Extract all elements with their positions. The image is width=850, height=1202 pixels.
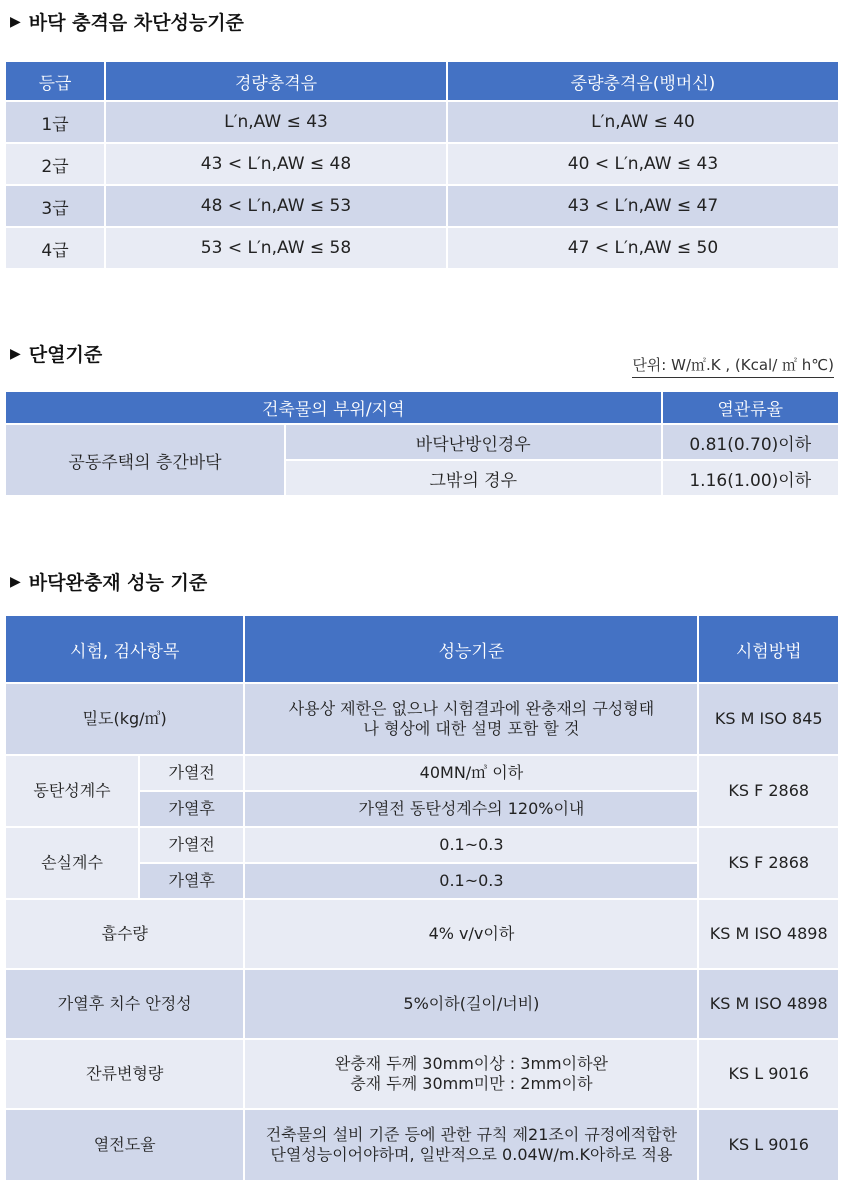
sub-item-cell: 가열전: [140, 756, 243, 790]
table-row: [6, 1040, 838, 1108]
header-cell: 시험방법: [699, 616, 838, 682]
light-impact-cell: 48 < L′n,AW ≤ 53: [106, 186, 446, 226]
section-title-text: 바닥완충재 성능 기준: [28, 572, 208, 594]
method-cell: KS F 2868: [699, 756, 838, 826]
item-cell: 가열후 치수 안정성: [6, 970, 243, 1038]
heavy-impact-cell: L′n,AW ≤ 40: [448, 102, 838, 142]
method-cell: KS L 9016: [699, 1110, 838, 1180]
method-cell: KS M ISO 4898: [699, 970, 838, 1038]
unit-label: 단위: W/㎡.K , (Kcal/ ㎡ h℃): [632, 354, 834, 378]
case-cell: 그밖의 경우: [286, 461, 661, 495]
criteria-cell: 40MN/㎥ 이하: [245, 756, 697, 790]
header-cell: 경량충격음: [106, 62, 446, 100]
criteria-line: 건축물의 설비 기준 등에 관한 규칙 제21조이 규정에적합한: [265, 1125, 678, 1144]
table-row: [6, 828, 838, 862]
value-cell: 1.16(1.00)이하: [663, 461, 838, 495]
item-cell: 밀도(kg/㎥): [6, 684, 243, 754]
table-row: [6, 228, 838, 268]
sub-item-cell: 가열전: [140, 828, 243, 862]
item-cell: 손실계수: [6, 828, 138, 898]
light-impact-cell: 53 < L′n,AW ≤ 58: [106, 228, 446, 268]
criteria-line: 단열성능이어야하며, 일반적으로 0.04W/m.K아하로 적용: [270, 1145, 673, 1164]
method-cell: KS L 9016: [699, 1040, 838, 1108]
item-cell: 잔류변형량: [6, 1040, 243, 1108]
section-title-text: 단열기준: [28, 344, 103, 366]
criteria-cell: [245, 1110, 697, 1180]
light-impact-cell: L′n,AW ≤ 43: [106, 102, 446, 142]
sub-item-cell: 가열후: [140, 864, 243, 898]
table-header-row: [6, 392, 838, 423]
header-cell: 등급: [6, 62, 104, 100]
method-cell: KS M ISO 845: [699, 684, 838, 754]
cushion-table: [4, 614, 840, 1182]
heavy-impact-cell: 43 < L′n,AW ≤ 47: [448, 186, 838, 226]
criteria-cell: [245, 684, 697, 754]
header-cell: 건축물의 부위/지역: [6, 392, 661, 423]
grade-cell: 1급: [6, 102, 104, 142]
criteria-cell: 0.1~0.3: [245, 864, 697, 898]
group-cell: 공동주택의 층간바닥: [6, 425, 284, 495]
header-cell: 성능기준: [245, 616, 697, 682]
table-row: [6, 102, 838, 142]
section-title-impact: [10, 8, 244, 35]
criteria-cell: 5%이하(길이/너비): [245, 970, 697, 1038]
table-header-row: [6, 616, 838, 682]
triangle-bullet-icon: ▶: [10, 573, 21, 590]
criteria-line: 충재 두께 30mm미만 : 2mm이하: [350, 1074, 593, 1093]
insulation-table: [4, 390, 840, 497]
header-cell: 시험, 검사항목: [6, 616, 243, 682]
criteria-cell: [245, 1040, 697, 1108]
criteria-cell: 0.1~0.3: [245, 828, 697, 862]
table-header-row: [6, 62, 838, 100]
section-title-cushion: [10, 568, 207, 595]
grade-cell: 2급: [6, 144, 104, 184]
grade-cell: 3급: [6, 186, 104, 226]
light-impact-cell: 43 < L′n,AW ≤ 48: [106, 144, 446, 184]
table-row: [6, 900, 838, 968]
criteria-cell: 가열전 동탄성계수의 120%이내: [245, 792, 697, 826]
table-row: [6, 756, 838, 790]
method-cell: KS M ISO 4898: [699, 900, 838, 968]
table-row: [6, 684, 838, 754]
item-cell: 흡수량: [6, 900, 243, 968]
value-cell: 0.81(0.70)이하: [663, 425, 838, 459]
header-cell: 열관류율: [663, 392, 838, 423]
section-title-insulation: [10, 340, 102, 367]
table-row: [6, 144, 838, 184]
table-row: [6, 186, 838, 226]
table-row: [6, 970, 838, 1038]
table-row: [6, 425, 838, 459]
criteria-line: 사용상 제한은 없으나 시험결과에 완충재의 구성형태: [288, 699, 655, 718]
case-cell: 바닥난방인경우: [286, 425, 661, 459]
header-cell: 중량충격음(뱅머신): [448, 62, 838, 100]
table-row: [6, 1110, 838, 1180]
heavy-impact-cell: 40 < L′n,AW ≤ 43: [448, 144, 838, 184]
item-cell: 동탄성계수: [6, 756, 138, 826]
method-cell: KS F 2868: [699, 828, 838, 898]
triangle-bullet-icon: ▶: [10, 13, 21, 30]
impact-sound-table: [4, 60, 840, 270]
sub-item-cell: 가열후: [140, 792, 243, 826]
triangle-bullet-icon: ▶: [10, 345, 21, 362]
item-cell: 열전도율: [6, 1110, 243, 1180]
heavy-impact-cell: 47 < L′n,AW ≤ 50: [448, 228, 838, 268]
criteria-line: 완충재 두께 30mm이상 : 3mm이하완: [334, 1054, 609, 1073]
section-title-text: 바닥 충격음 차단성능기준: [28, 12, 244, 34]
criteria-line: 나 형상에 대한 설명 포함 할 것: [363, 719, 580, 738]
criteria-cell: 4% v/v이하: [245, 900, 697, 968]
grade-cell: 4급: [6, 228, 104, 268]
